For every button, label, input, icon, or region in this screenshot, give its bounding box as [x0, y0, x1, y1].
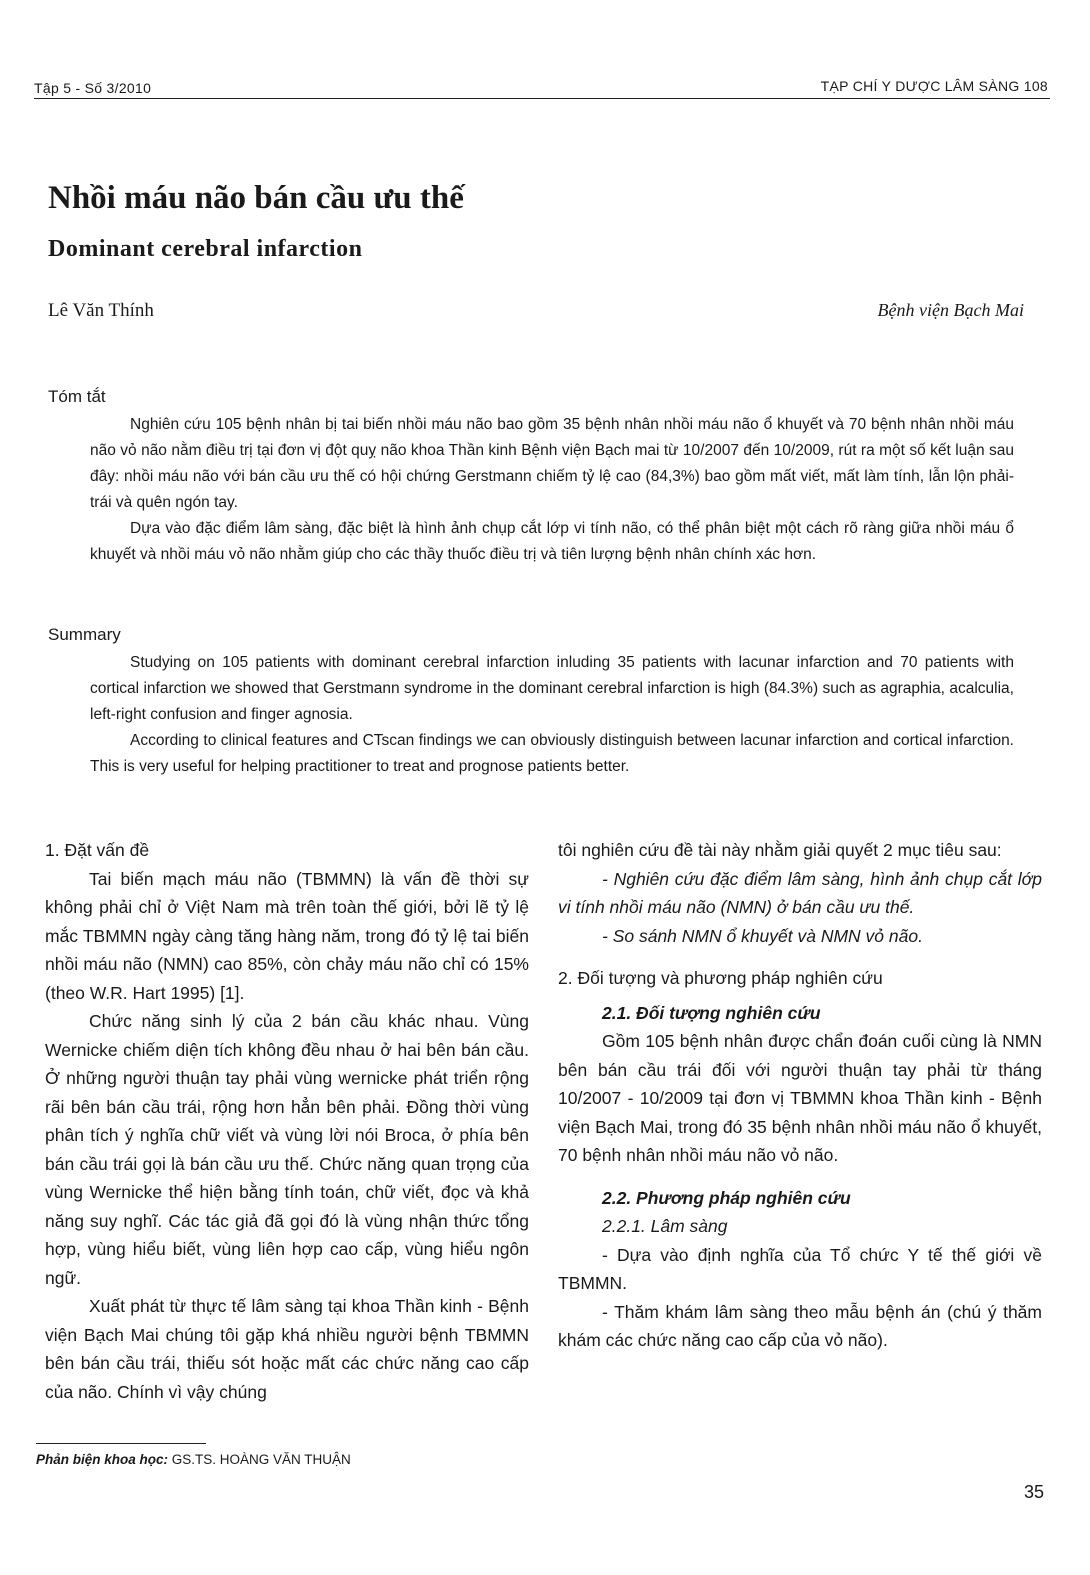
- article-title: Nhồi máu não bán cầu ưu thế: [48, 180, 464, 216]
- right-column: [558, 836, 1042, 1355]
- article-subtitle: Dominant cerebral infarction: [48, 236, 363, 262]
- section-1-heading: 1. Đặt vấn đề: [45, 840, 150, 860]
- body-paragraph: Gồm 105 bệnh nhân được chẩn đoán cuối cùng là NMN bên bán cầu trái đối với người thuận tay phải từ tháng 10/2007 - 10/2009 tại đơn vị TBMMN khoa Thần kinh - Bệnh viện Bạch Mai, trong đó 35 bệnh nhân nhồi máu não ổ khuyết, 70 bệnh nhân nhồi máu não vỏ não.: [558, 1031, 1042, 1165]
- running-header-journal: TẠP CHÍ Y DƯỢC LÂM SÀNG 108: [820, 78, 1048, 94]
- abstract-vi-paragraph-1: Nghiên cứu 105 bệnh nhân bị tai biến nhồi máu não bao gồm 35 bệnh nhân nhồi máu não ổ khuyết và 70 bệnh nhân nhồi máu não vỏ não nằm điều trị tại đơn vị đột quỵ não khoa Thần kinh Bệnh viện Bạch mai từ 10/2007 đến 10/2009, rút ra một số kết luận sau đây: nhồi máu não với bán cầu ưu thế có hội chứng Gerstmann chiếm tỷ lệ cao (84,3%) bao gồm mất viết, mất làm tính, lẫn lộn phải-trái và quên ngón tay.: [90, 416, 1014, 511]
- abstract-en-paragraph-2: According to clinical features and CTscan findings we can obviously distinguish between lacunar infarction and cortical infarction. This is very useful for helping practitioner to treat and prognose patients better.: [90, 732, 1014, 775]
- author-affiliation: Bệnh viện Bạch Mai: [877, 300, 1024, 320]
- section-2-heading: 2. Đối tượng và phương pháp nghiên cứu: [558, 968, 883, 988]
- subsection-2-2-heading: 2.2. Phương pháp nghiên cứu: [602, 1187, 851, 1208]
- running-header-issue: Tập 5 - Số 3/2010: [34, 80, 152, 96]
- body-paragraph: Xuất phát từ thực tế lâm sàng tại khoa Thần kinh - Bệnh viện Bạch Mai chúng tôi gặp khá nhiều người bệnh TBMMN bên bán cầu trái, thiếu sót hoặc mất các chức năng cao cấp của não. Chính vì vậy chúng: [45, 1296, 529, 1402]
- subsection-2-2-1-heading: 2.2.1. Lâm sàng: [602, 1216, 728, 1236]
- page-number: 35: [1023, 1482, 1044, 1502]
- abstract-en-paragraph-1: Studying on 105 patients with dominant cerebral infarction inluding 35 patients with lacunar infarction and 70 patients with cortical infarction we showed that Gerstmann syndrome in the dominant cerebral infarction is high (84.3%) such as agraphia, acalculia, left-right confusion and finger agnosia.: [90, 654, 1014, 723]
- author-name: Lê Văn Thính: [48, 300, 154, 321]
- objective-item: - So sánh NMN ổ khuyết và NMN vỏ não.: [602, 925, 923, 946]
- footnote: [36, 1452, 351, 1467]
- abstract-vi-paragraph-2: Dựa vào đặc điểm lâm sàng, đặc biệt là hình ảnh chụp cắt lớp vi tính não, có thể phân biệt một cách rõ ràng giữa nhồi máu ổ khuyết và nhồi máu vỏ não nhằm giúp cho các thầy thuốc điều trị và tiên lượng bệnh nhân chính xác hơn.: [90, 520, 1014, 563]
- left-column: [45, 836, 529, 1406]
- method-item: - Dựa vào định nghĩa của Tổ chức Y tế thế giới về TBMMN.: [558, 1244, 1042, 1293]
- objective-item: - Nghiên cứu đặc điểm lâm sàng, hình ảnh chụp cắt lớp vi tính nhồi máu não (NMN) ở bán cầu ưu thế.: [558, 868, 1042, 917]
- header-rule: [34, 98, 1050, 99]
- method-item: - Thăm khám lâm sàng theo mẫu bệnh án (chú ý thăm khám các chức năng cao cấp của vỏ não).: [558, 1301, 1042, 1350]
- abstract-vi-heading: Tóm tắt: [48, 387, 106, 406]
- body-paragraph: tôi nghiên cứu đề tài này nhằm giải quyết 2 mục tiêu sau:: [558, 840, 1002, 860]
- subsection-2-1-heading: 2.1. Đối tượng nghiên cứu: [602, 1002, 821, 1023]
- footnote-rule: [36, 1443, 206, 1444]
- body-paragraph: Chức năng sinh lý của 2 bán cầu khác nhau. Vùng Wernicke chiếm diện tích không đều nhau ở hai bên bán cầu. Ở những người thuận tay phải vùng wernicke phát triển rộng rãi bên bán cầu trái, rộng hơn hẳn bên phải. Đồng thời vùng phân tích ý nghĩa chữ viết và vùng lời nói Broca, ở phía bên bán cầu trái gọi là bán cầu ưu thế. Chức năng quan trọng của vùng Wernicke thể hiện bằng tính toán, chữ viết, đọc và khả năng suy nghĩ. Các tác giả đã gọi đó là vùng nhận thức tổng hợp, vùng hiểu biết, vùng liên hợp cao cấp, vùng hiểu ngôn ngữ.: [45, 1011, 529, 1288]
- body-paragraph: Tai biến mạch máu não (TBMMN) là vấn đề thời sự không phải chỉ ở Việt Nam mà trên toàn thế giới, bởi lẽ tỷ lệ mắc TBMMN ngày càng tăng hàng năm, trong đó tỷ lệ tai biến nhồi máu não (NMN) cao 85%, còn chảy máu não chỉ có 15% (theo W.R. Hart 1995) [1].: [45, 868, 529, 1003]
- abstract-en-heading: Summary: [48, 625, 121, 644]
- footnote-label: Phản biện khoa học:: [36, 1452, 169, 1467]
- footnote-text: GS.TS. HOÀNG VĂN THUẬN: [168, 1452, 351, 1467]
